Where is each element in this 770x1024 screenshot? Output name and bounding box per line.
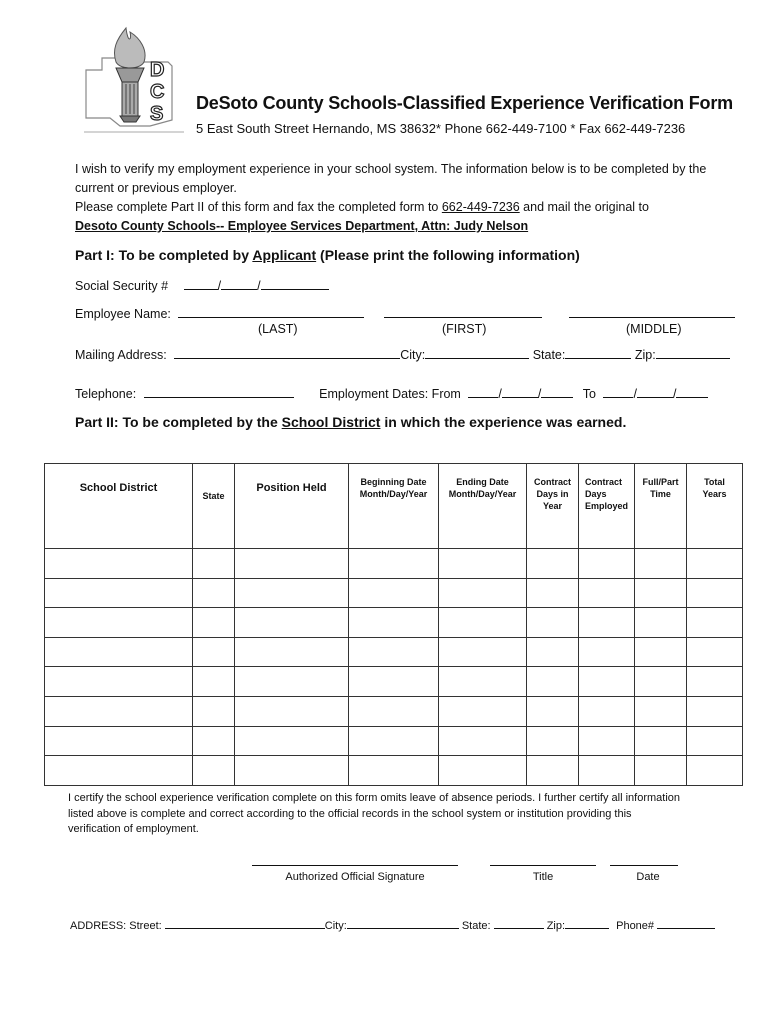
table-cell[interactable] bbox=[45, 667, 193, 697]
dcs-logo bbox=[80, 22, 190, 138]
table-cell[interactable] bbox=[193, 696, 235, 726]
table-cell[interactable] bbox=[527, 637, 579, 667]
ssn-label: Social Security # bbox=[75, 279, 169, 293]
telephone-field[interactable] bbox=[144, 385, 294, 398]
table-cell[interactable] bbox=[45, 549, 193, 579]
table-cell[interactable] bbox=[635, 549, 687, 579]
from-sep-2: / bbox=[537, 387, 542, 401]
col-ty-line1: Total bbox=[704, 477, 725, 487]
col-school-district: School District bbox=[45, 464, 193, 549]
employee-name-row bbox=[75, 305, 735, 321]
title-label: Title bbox=[532, 871, 554, 883]
state-label: State: bbox=[532, 348, 566, 362]
table-cell[interactable] bbox=[439, 726, 527, 756]
employment-dates-label: Employment Dates: From bbox=[319, 387, 461, 401]
table-cell[interactable] bbox=[579, 696, 635, 726]
svg-text:D: D bbox=[150, 59, 165, 81]
table-cell[interactable] bbox=[193, 637, 235, 667]
table-cell[interactable] bbox=[687, 726, 743, 756]
table-cell[interactable] bbox=[687, 637, 743, 667]
table-cell[interactable] bbox=[349, 608, 439, 638]
intro-line-1: I wish to verify my employment experience in your school system. The information below is to be completed by the bbox=[75, 162, 707, 176]
to-sep-2: / bbox=[672, 387, 677, 401]
col-cde-line3: Employed bbox=[585, 501, 629, 511]
footer-phone-field[interactable] bbox=[657, 917, 715, 929]
col-cdy-line1: Contract bbox=[533, 477, 571, 487]
col-beginning-date-line1: Beginning Date bbox=[360, 477, 427, 487]
col-beginning-date bbox=[349, 464, 439, 549]
table-cell[interactable] bbox=[687, 756, 743, 786]
col-ending-date-line2: Month/Day/Year bbox=[448, 489, 517, 499]
svg-text:S: S bbox=[150, 103, 164, 125]
table-cell[interactable] bbox=[439, 549, 527, 579]
col-position-held: Position Held bbox=[235, 464, 349, 549]
certification-line-3: verification of employment. bbox=[68, 823, 199, 835]
table-cell[interactable] bbox=[193, 756, 235, 786]
table-cell[interactable] bbox=[527, 726, 579, 756]
table-cell[interactable] bbox=[439, 637, 527, 667]
table-cell[interactable] bbox=[349, 756, 439, 786]
footer-city-label: City: bbox=[324, 920, 347, 932]
part2-heading-prefix: Part II: To be completed by the bbox=[75, 414, 282, 430]
table-cell[interactable] bbox=[349, 578, 439, 608]
table-cell[interactable] bbox=[687, 667, 743, 697]
ssn-part1-field[interactable] bbox=[184, 277, 218, 290]
table-cell[interactable] bbox=[527, 756, 579, 786]
part1-heading-applicant: Applicant bbox=[252, 247, 317, 263]
table-cell[interactable] bbox=[527, 578, 579, 608]
table-cell[interactable] bbox=[579, 637, 635, 667]
footer-address-row bbox=[70, 917, 715, 932]
table-cell[interactable] bbox=[45, 578, 193, 608]
table-cell[interactable] bbox=[579, 756, 635, 786]
table-row bbox=[45, 578, 743, 608]
signature-label: Authorized Official Signature bbox=[285, 871, 425, 883]
footer-zip-label: Zip: bbox=[546, 920, 566, 932]
table-cell[interactable] bbox=[349, 726, 439, 756]
col-cde-line2: Days bbox=[585, 489, 607, 499]
table-cell[interactable] bbox=[687, 578, 743, 608]
fax-number-link[interactable]: 662-449-7236 bbox=[441, 200, 520, 214]
certification-text bbox=[68, 791, 748, 838]
table-cell[interactable] bbox=[635, 696, 687, 726]
to-label: To bbox=[582, 387, 596, 401]
telephone-row bbox=[75, 385, 708, 401]
certification-line-2: listed above is complete and correct according to the official records in the school system or institution providing this bbox=[68, 807, 632, 820]
date-field[interactable] bbox=[610, 865, 678, 866]
table-cell[interactable] bbox=[235, 667, 349, 697]
table-cell[interactable] bbox=[527, 608, 579, 638]
to-month-field[interactable] bbox=[603, 385, 633, 398]
table-cell[interactable] bbox=[635, 578, 687, 608]
col-total-years bbox=[687, 464, 743, 549]
part1-heading-prefix: Part I: To be completed by bbox=[75, 247, 253, 263]
middle-caption: (MIDDLE) bbox=[626, 322, 682, 336]
table-cell[interactable] bbox=[635, 608, 687, 638]
table-cell[interactable] bbox=[235, 756, 349, 786]
footer-city-field[interactable] bbox=[347, 917, 459, 929]
col-cdy-line2: Days in bbox=[536, 489, 569, 499]
first-name-field[interactable] bbox=[384, 305, 542, 318]
mail-to-address: Desoto County Schools-- Employee Services Department, Attn: Judy Nelson bbox=[75, 219, 529, 233]
col-fpt-line1: Full/Part bbox=[642, 477, 679, 487]
table-cell[interactable] bbox=[193, 578, 235, 608]
table-cell[interactable] bbox=[687, 549, 743, 579]
table-cell[interactable] bbox=[45, 608, 193, 638]
middle-name-field[interactable] bbox=[569, 305, 735, 318]
mailing-address-field[interactable] bbox=[174, 346, 400, 359]
part1-heading bbox=[75, 247, 580, 263]
table-cell[interactable] bbox=[439, 608, 527, 638]
col-contract-days-in-year bbox=[527, 464, 579, 549]
table-cell[interactable] bbox=[687, 608, 743, 638]
table-cell[interactable] bbox=[235, 696, 349, 726]
ssn-part2-field[interactable] bbox=[221, 277, 257, 290]
svg-text:C: C bbox=[150, 81, 165, 103]
table-cell[interactable] bbox=[635, 667, 687, 697]
intro-line-3 bbox=[75, 200, 649, 214]
table-cell[interactable] bbox=[635, 726, 687, 756]
table-cell[interactable] bbox=[349, 549, 439, 579]
from-month-field[interactable] bbox=[468, 385, 498, 398]
date-label: Date bbox=[636, 871, 660, 883]
table-row bbox=[45, 696, 743, 726]
table-cell[interactable] bbox=[235, 726, 349, 756]
footer-state-label: State: bbox=[461, 920, 491, 932]
col-fpt-line2: Time bbox=[650, 489, 671, 499]
part2-heading-school-district: School District bbox=[281, 414, 381, 430]
table-cell[interactable] bbox=[527, 549, 579, 579]
table-cell[interactable] bbox=[235, 608, 349, 638]
table-row bbox=[45, 756, 743, 786]
torch-logo-icon bbox=[80, 22, 190, 138]
col-ending-date bbox=[439, 464, 527, 549]
zip-label: Zip: bbox=[634, 348, 656, 362]
table-row bbox=[45, 637, 743, 667]
col-cdy-line3: Year bbox=[542, 501, 563, 511]
footer-phone-label: Phone# bbox=[616, 920, 655, 932]
zip-field[interactable] bbox=[656, 346, 730, 359]
from-sep-1: / bbox=[498, 387, 502, 401]
table-cell[interactable] bbox=[235, 578, 349, 608]
table-row bbox=[45, 667, 743, 697]
part2-heading-suffix: in which the experience was earned. bbox=[380, 414, 627, 430]
col-cde-line1: Contract bbox=[585, 477, 623, 487]
certification-line-1: I certify the school experience verification complete on this form omits leave of absence periods. I further certify all information bbox=[68, 792, 681, 804]
table-cell[interactable] bbox=[193, 608, 235, 638]
last-caption: (LAST) bbox=[258, 322, 298, 336]
col-contract-days-employed bbox=[579, 464, 635, 549]
table-cell[interactable] bbox=[193, 549, 235, 579]
table-cell[interactable] bbox=[579, 549, 635, 579]
table-cell[interactable] bbox=[635, 637, 687, 667]
footer-street-field[interactable] bbox=[165, 917, 325, 929]
to-year-field[interactable] bbox=[676, 385, 708, 398]
table-cell[interactable] bbox=[527, 696, 579, 726]
from-day-field[interactable] bbox=[502, 385, 538, 398]
state-field[interactable] bbox=[565, 346, 631, 359]
table-cell[interactable] bbox=[579, 726, 635, 756]
table-cell[interactable] bbox=[579, 667, 635, 697]
city-field[interactable] bbox=[425, 346, 529, 359]
to-day-field[interactable] bbox=[637, 385, 673, 398]
part2-heading bbox=[75, 414, 626, 430]
city-label: City: bbox=[400, 348, 426, 362]
table-cell[interactable] bbox=[439, 578, 527, 608]
table-cell[interactable] bbox=[349, 696, 439, 726]
part1-heading-suffix: (Please print the following information) bbox=[316, 247, 580, 263]
footer-zip-field[interactable] bbox=[565, 917, 609, 929]
table-cell[interactable] bbox=[439, 756, 527, 786]
to-sep-1: / bbox=[633, 387, 637, 401]
signature-field[interactable] bbox=[252, 865, 458, 866]
table-cell[interactable] bbox=[439, 696, 527, 726]
table-header-row bbox=[45, 464, 743, 549]
last-name-field[interactable] bbox=[178, 305, 364, 318]
table-cell[interactable] bbox=[235, 549, 349, 579]
table-cell[interactable] bbox=[45, 696, 193, 726]
from-year-field[interactable] bbox=[541, 385, 573, 398]
table-cell[interactable] bbox=[45, 637, 193, 667]
table-cell[interactable] bbox=[193, 726, 235, 756]
intro-line-3-suffix: and mail the original to bbox=[519, 200, 649, 214]
table-cell[interactable] bbox=[349, 667, 439, 697]
table-cell[interactable] bbox=[45, 726, 193, 756]
table-cell[interactable] bbox=[635, 756, 687, 786]
experience-table-body bbox=[45, 549, 743, 786]
ssn-sep-2: / bbox=[257, 279, 261, 293]
table-row bbox=[45, 608, 743, 638]
mailing-address-label: Mailing Address: bbox=[75, 348, 167, 362]
table-cell[interactable] bbox=[527, 667, 579, 697]
col-beginning-date-line2: Month/Day/Year bbox=[359, 489, 428, 499]
table-cell[interactable] bbox=[579, 578, 635, 608]
col-full-part-time bbox=[635, 464, 687, 549]
first-caption: (FIRST) bbox=[442, 322, 487, 336]
intro-line-3-prefix: Please complete Part II of this form and fax the completed form to bbox=[75, 200, 442, 214]
mailing-address-row bbox=[75, 346, 730, 362]
footer-street-label: ADDRESS: Street: bbox=[70, 920, 162, 932]
ssn-part3-field[interactable] bbox=[261, 277, 329, 290]
footer-state-field[interactable] bbox=[494, 917, 544, 929]
intro-line-2: current or previous employer. bbox=[75, 181, 237, 195]
table-cell[interactable] bbox=[235, 637, 349, 667]
table-cell[interactable] bbox=[439, 667, 527, 697]
district-address: 5 East South Street Hernando, MS 38632* Phone 662-449-7100 * Fax 662-449-7236 bbox=[196, 121, 686, 136]
employee-name-label: Employee Name: bbox=[75, 307, 171, 321]
col-ending-date-line1: Ending Date bbox=[456, 477, 509, 487]
ssn-row bbox=[75, 277, 329, 293]
title-field[interactable] bbox=[490, 865, 596, 866]
table-row bbox=[45, 549, 743, 579]
table-cell[interactable] bbox=[687, 696, 743, 726]
table-row bbox=[45, 726, 743, 756]
ssn-sep-1: / bbox=[217, 279, 222, 293]
telephone-label: Telephone: bbox=[75, 387, 137, 401]
table-cell[interactable] bbox=[193, 667, 235, 697]
col-ty-line2: Years bbox=[702, 489, 727, 499]
experience-table bbox=[44, 463, 743, 786]
form-title: DeSoto County Schools-Classified Experience Verification Form bbox=[196, 93, 733, 113]
table-cell[interactable] bbox=[349, 637, 439, 667]
col-state: State bbox=[193, 464, 235, 549]
table-cell[interactable] bbox=[579, 608, 635, 638]
table-cell[interactable] bbox=[45, 756, 193, 786]
